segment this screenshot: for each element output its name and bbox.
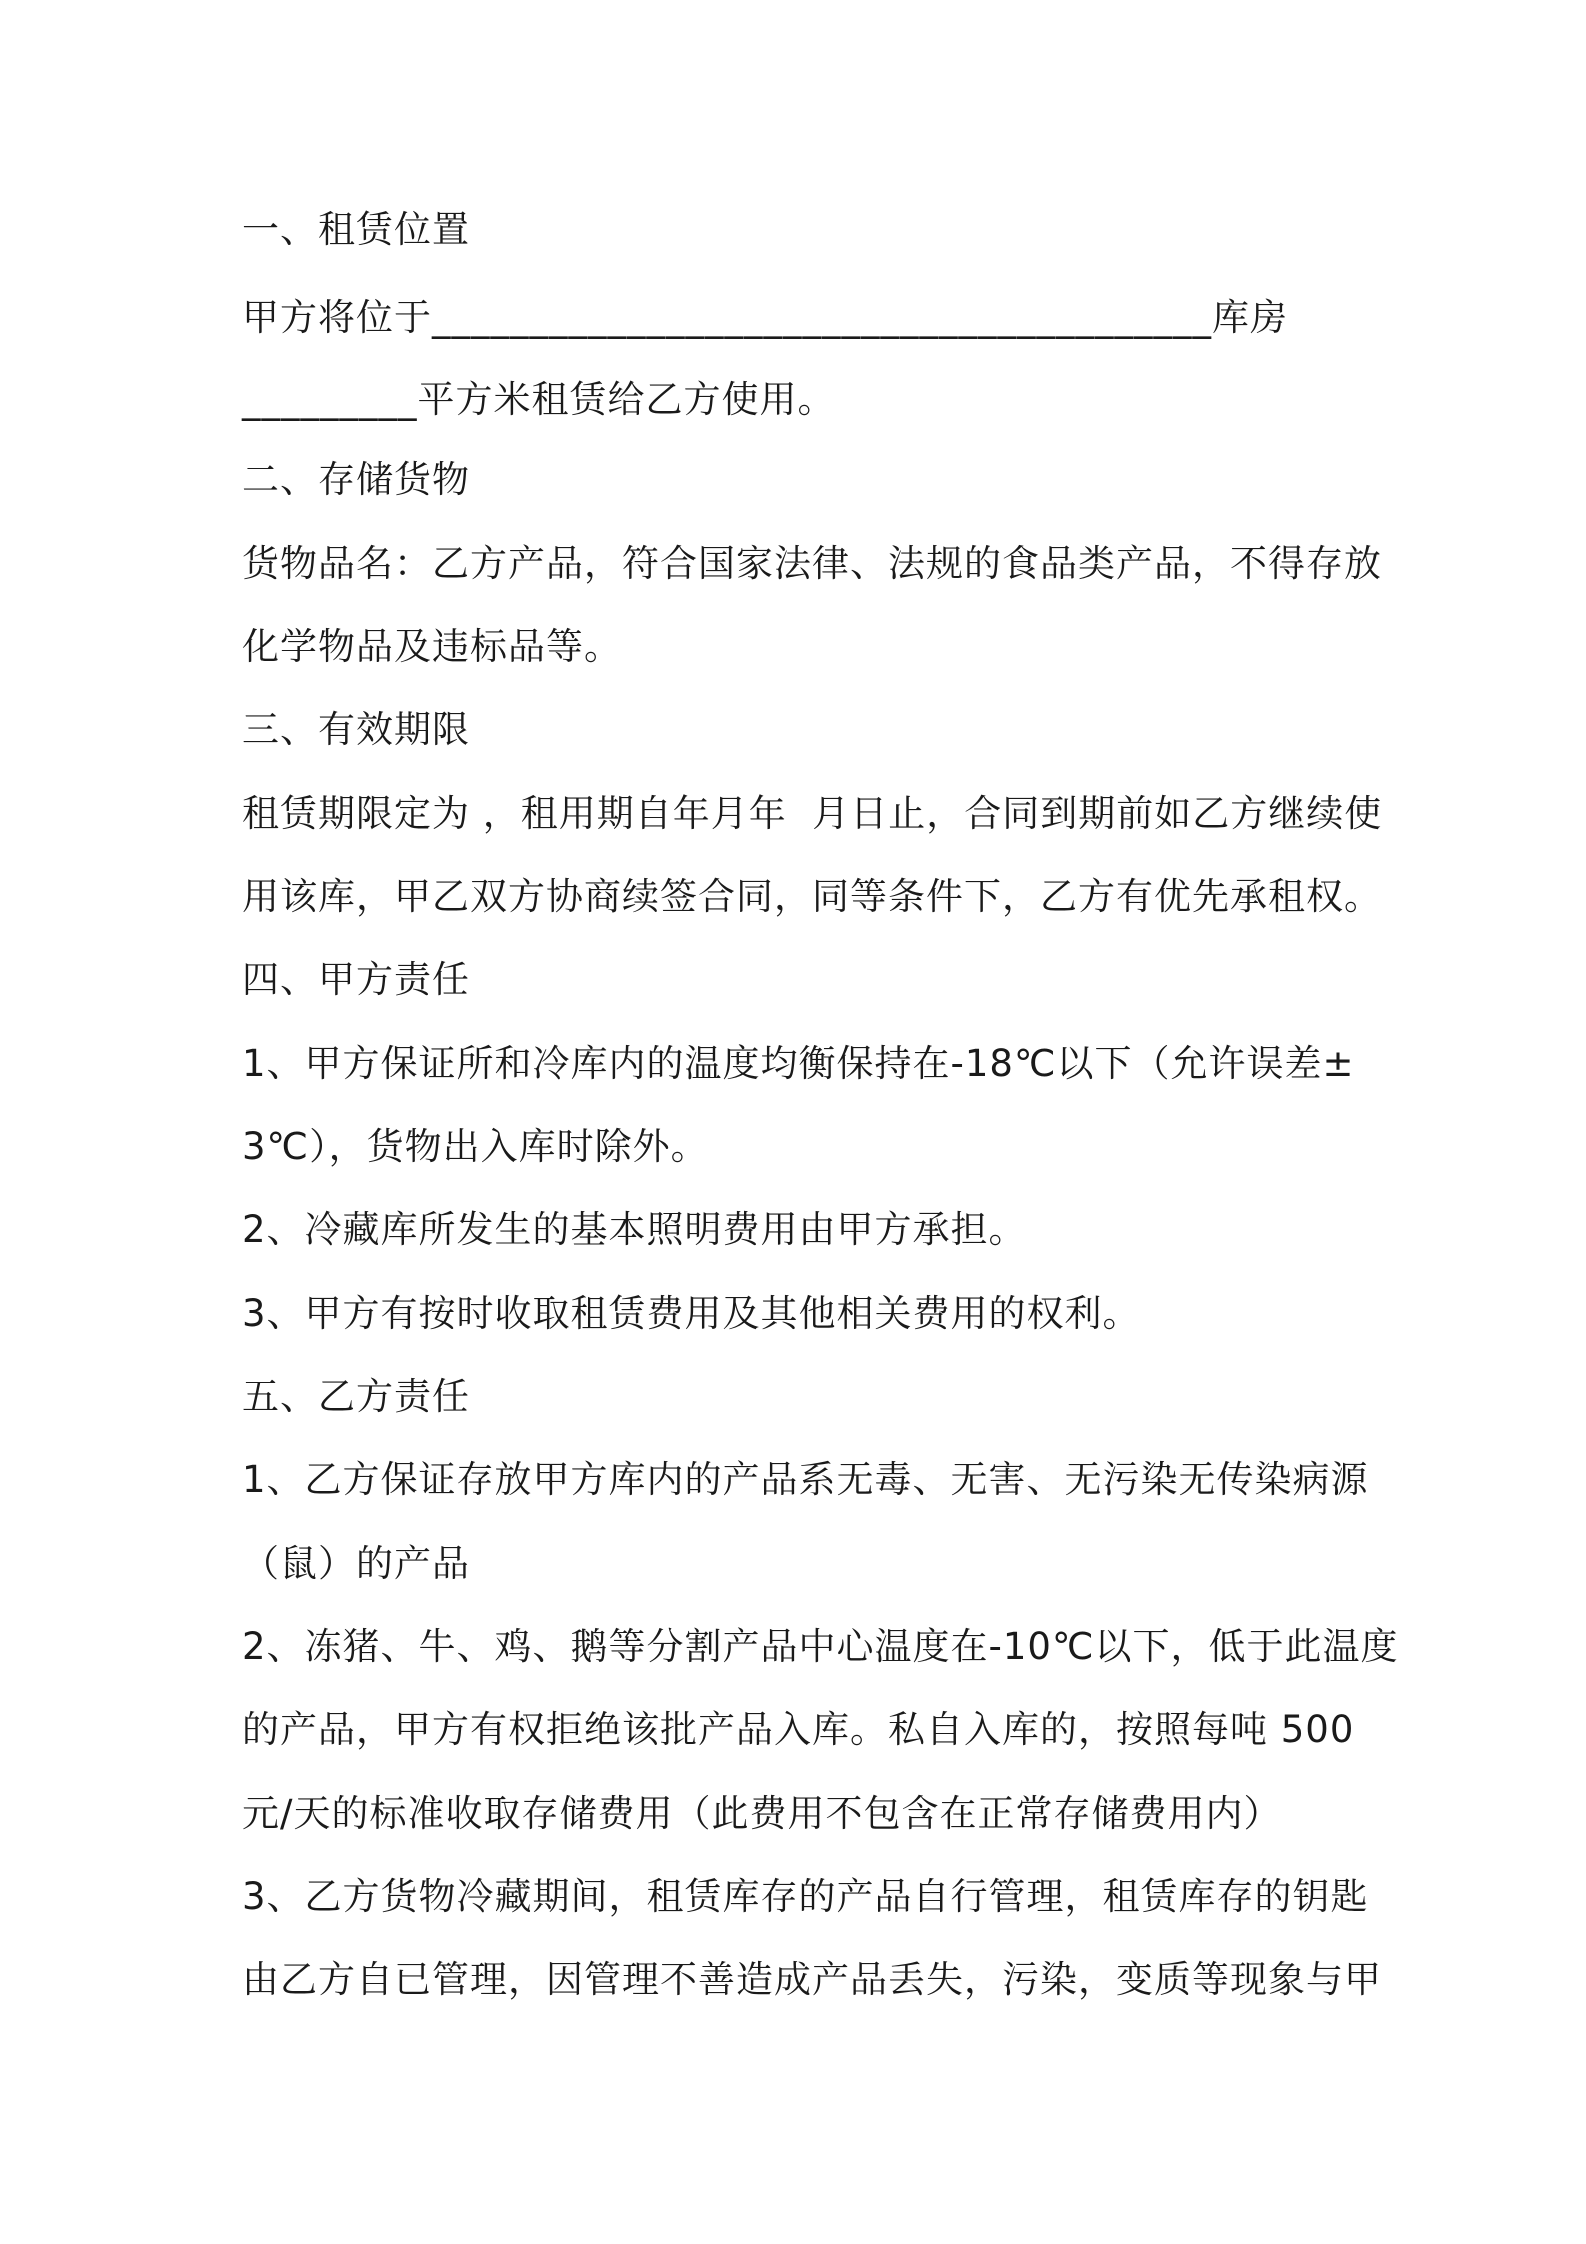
section-5-item-2-line-1: 2、冻猪、牛、鸡、鹅等分割产品中心温度在-10℃以下，低于此温度 xyxy=(242,1625,1399,1668)
section-3-heading: 三、有效期限 xyxy=(242,708,470,751)
section-1-line-1: 甲方将位于________________________________________库房 xyxy=(242,296,1288,339)
section-4-item-1-line-1: 1、甲方保证所和冷库内的温度均衡保持在-18℃以下（允许误差± xyxy=(242,1042,1355,1085)
section-5-item-2-line-2: 的产品，甲方有权拒绝该批产品入库。私自入库的，按照每吨 500 xyxy=(242,1708,1355,1751)
section-2-heading: 二、存储货物 xyxy=(242,458,470,501)
section-5-item-2-line-3: 元/天的标准收取存储费用（此费用不包含在正常存储费用内） xyxy=(242,1792,1282,1835)
section-1-heading: 一、租赁位置 xyxy=(242,208,470,251)
section-3-line-1: 租赁期限定为 ，租用期自年月年 月日止，合同到期前如乙方继续使 xyxy=(242,792,1383,835)
section-4-item-3: 3、甲方有按时收取租赁费用及其他相关费用的权利。 xyxy=(242,1292,1141,1335)
section-1-line-2: _________平方米租赁给乙方使用。 xyxy=(242,378,836,421)
section-5-heading: 五、乙方责任 xyxy=(242,1375,470,1418)
section-5-item-1-line-2: （鼠）的产品 xyxy=(242,1542,470,1585)
section-4-item-2: 2、冷藏库所发生的基本照明费用由甲方承担。 xyxy=(242,1208,1027,1251)
section-4-heading: 四、甲方责任 xyxy=(242,958,470,1001)
section-3-line-2: 用该库，甲乙双方协商续签合同，同等条件下，乙方有优先承租权。 xyxy=(242,875,1382,918)
section-2-line-2: 化学物品及违标品等。 xyxy=(242,625,622,668)
section-5-item-1-line-1: 1、乙方保证存放甲方库内的产品系无毒、无害、无污染无传染病源 xyxy=(242,1458,1369,1501)
section-2-line-1: 货物品名：乙方产品，符合国家法律、法规的食品类产品，不得存放 xyxy=(242,542,1382,585)
section-5-item-3-line-1: 3、乙方货物冷藏期间，租赁库存的产品自行管理，租赁库存的钥匙 xyxy=(242,1875,1369,1918)
section-5-item-3-line-2: 由乙方自已管理，因管理不善造成产品丢失，污染，变质等现象与甲 xyxy=(242,1958,1382,2001)
section-4-item-1-line-2: 3℃），货物出入库时除外。 xyxy=(242,1125,709,1168)
